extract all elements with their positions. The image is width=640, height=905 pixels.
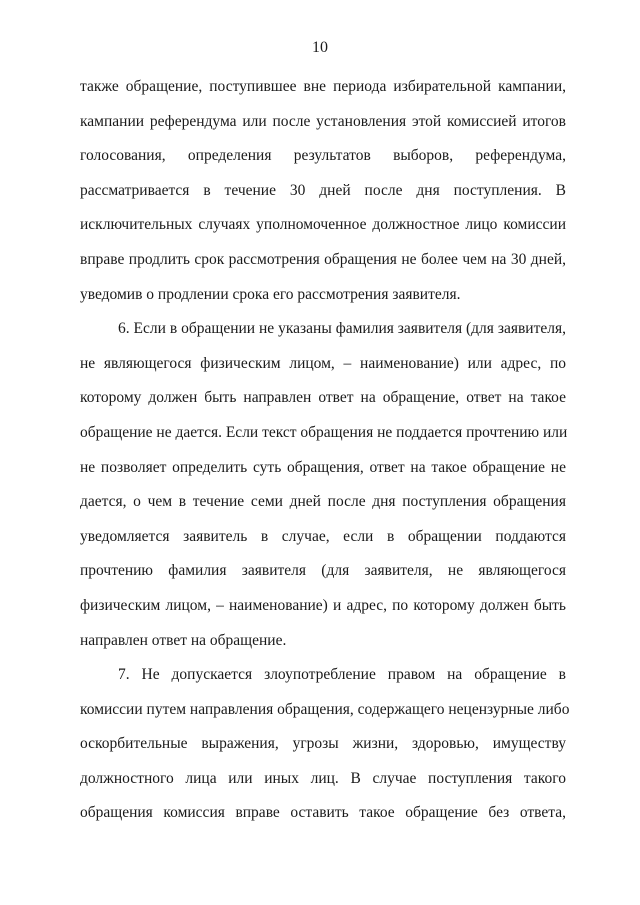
text-line: 6. Если в обращении не указаны фамилия заявителя (для заявителя, <box>118 320 566 338</box>
document-body <box>80 70 570 831</box>
paragraph-item-6 <box>80 312 566 658</box>
text-line: дается, о чем в течение семи дней после дня поступления обращения <box>80 493 566 511</box>
text-line: обращение не дается. Если текст обращения не поддается прочтению или <box>80 423 568 441</box>
text-line: кампании референдума или после установления этой комиссией итогов <box>80 112 566 130</box>
text-line: прочтению фамилия заявителя (для заявителя, не являющегося <box>80 562 566 580</box>
text-line: не позволяет определить суть обращения, ответ на такое обращение не <box>80 458 566 476</box>
text-line: рассматривается в течение 30 дней после дня поступления. В <box>80 181 566 199</box>
text-line: физическим лицом, – наименование) и адрес, по которому должен быть <box>80 596 566 614</box>
page-number: 10 <box>312 39 328 56</box>
text-line: комиссии путем направления обращения, содержащего нецензурные либо <box>80 700 570 718</box>
text-line: уведомляется заявитель в случае, если в обращении поддаются <box>80 527 566 545</box>
text-line: исключительных случаях уполномоченное должностное лицо комиссии <box>80 216 566 234</box>
text-line: оскорбительные выражения, угрозы жизни, здоровью, имуществу <box>80 735 566 753</box>
paragraph-item-7 <box>80 658 570 831</box>
text-line: вправе продлить срок рассмотрения обращения не более чем на 30 дней, <box>80 250 566 268</box>
text-line: уведомив о продлении срока его рассмотрения заявителя. <box>80 285 461 303</box>
text-line: которому должен быть направлен ответ на обращение, ответ на такое <box>80 389 566 407</box>
text-line: также обращение, поступившее вне периода избирательной кампании, <box>80 78 566 95</box>
text-line: направлен ответ на обращение. <box>80 631 287 649</box>
text-line: голосования, определения результатов выборов, референдума, <box>80 147 566 165</box>
text-line: 7. Не допускается злоупотребление правом на обращение в <box>118 666 566 684</box>
text-line: не являющегося физическим лицом, – наименование) или адрес, по <box>80 354 566 372</box>
text-line: обращения комиссия вправе оставить такое обращение без ответа, <box>80 804 566 822</box>
paragraph-continuation <box>80 70 566 312</box>
text-line: должностного лица или иных лиц. В случае поступления такого <box>80 769 566 787</box>
